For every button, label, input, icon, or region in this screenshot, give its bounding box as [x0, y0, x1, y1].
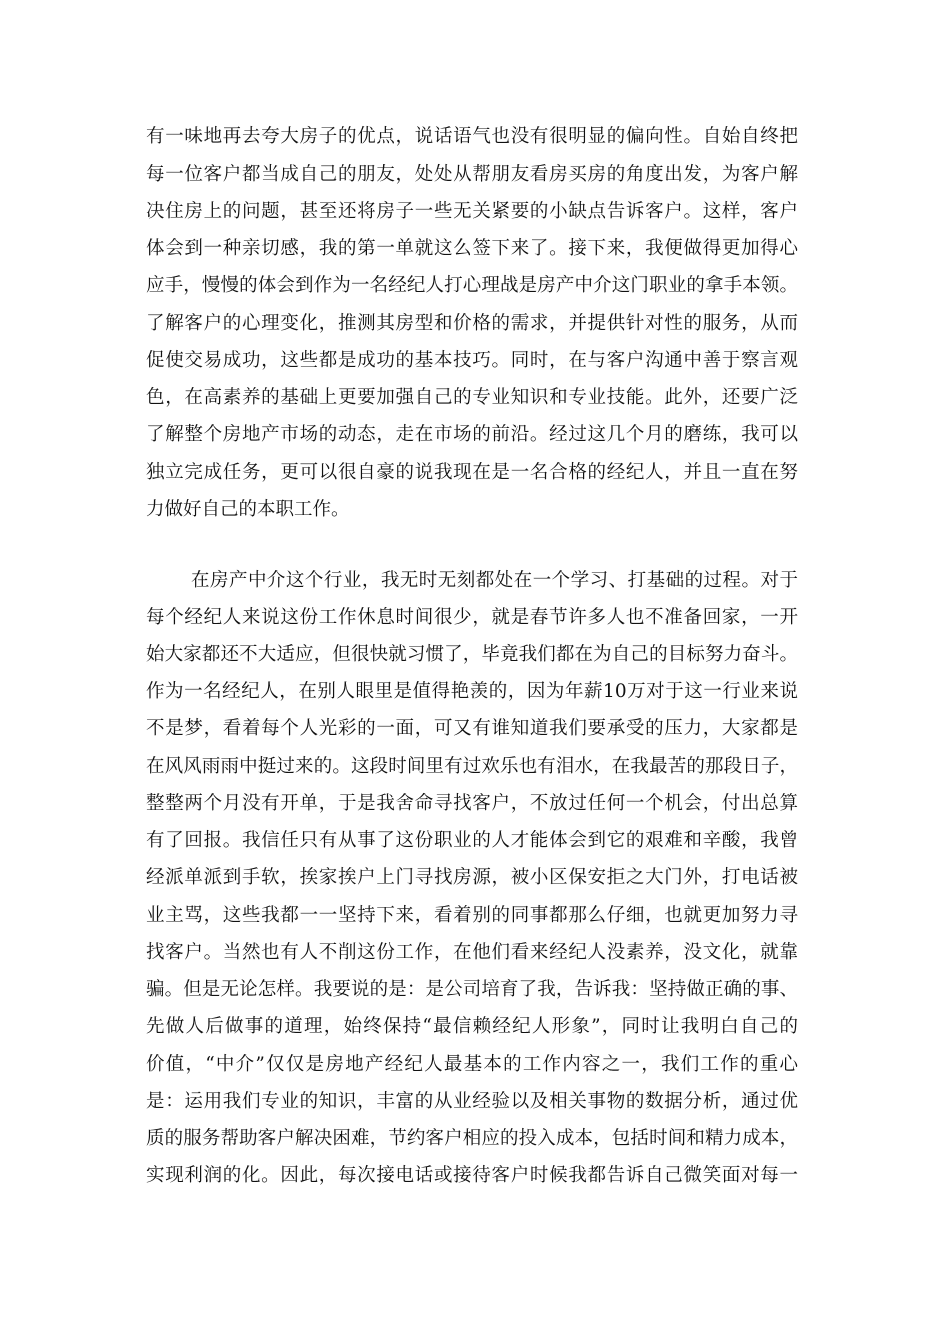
text-line: 不是梦，看着每个人光彩的一面，可又有谁知道我们要承受的压力，大家都是	[146, 718, 798, 739]
text-line: 整整两个月没有开单，于是我舍命寻找客户，不放过任何一个机会，付出总算	[146, 793, 798, 814]
text-line: 质的服务帮助客户解决困难，节约客户相应的投入成本，包括时间和精力成本，	[146, 1128, 798, 1149]
text-line: 在风风雨雨中挺过来的。这段时间里有过欢乐也有泪水，在我最苦的那段日子，	[146, 756, 798, 777]
text-line: 促使交易成功，这些都是成功的基本技巧。同时，在与客户沟通中善于察言观	[146, 350, 798, 371]
text-line: 在房产中介这个行业，我无时无刻都处在一个学习、打基础的过程。对于	[191, 570, 798, 591]
text-line: 作为一名经纪人，在别人眼里是值得艳羡的，因为年薪10万对于这一行业来说	[146, 681, 798, 702]
text-line: 找客户。当然也有人不削这份工作，在他们看来经纪人没素养，没文化，就靠	[146, 942, 798, 963]
text-line: 实现利润的化。因此，每次接电话或接待客户时候我都告诉自己微笑面对每一	[146, 1165, 798, 1186]
text-line: 力做好自己的本职工作。	[146, 499, 350, 520]
text-line: 色，在高素养的基础上更要加强自己的专业知识和专业技能。此外，还要广泛	[146, 387, 798, 408]
text-line: 先做人后做事的道理，始终保持“最信赖经纪人形象”，同时让我明白自己的	[146, 1016, 798, 1037]
text-line: 体会到一种亲切感，我的第一单就这么签下来了。接下来，我便做得更加得心	[146, 238, 798, 259]
text-line: 骗。但是无论怎样。我要说的是：是公司培育了我，告诉我：坚持做正确的事、	[146, 979, 798, 1000]
text-line: 经派单派到手软，挨家挨户上门寻找房源，被小区保安拒之大门外，打电话被	[146, 867, 798, 888]
text-line: 有一味地再去夸大房子的优点，说话语气也没有很明显的偏向性。自始自终把	[146, 126, 798, 147]
text-line: 是：运用我们专业的知识，丰富的从业经验以及相关事物的数据分析，通过优	[146, 1091, 798, 1112]
text-line: 了解客户的心理变化，推测其房型和价格的需求，并提供针对性的服务，从而	[146, 313, 798, 334]
text-line: 价值，“中介”仅仅是房地产经纪人最基本的工作内容之一，我们工作的重心	[146, 1054, 798, 1075]
text-line: 业主骂，这些我都一一坚持下来，看着别的同事都那么仔细，也就更加努力寻	[146, 905, 798, 926]
text-line: 决住房上的问题，甚至还将房子一些无关紧要的小缺点告诉客户。这样，客户	[146, 201, 798, 222]
text-line: 应手，慢慢的体会到作为一名经纪人打心理战是房产中介这门职业的拿手本领。	[146, 275, 798, 296]
text-line: 独立完成任务，更可以很自豪的说我现在是一名合格的经纪人，并且一直在努	[146, 462, 798, 483]
text-line: 每一位客户都当成自己的朋友，处处从帮朋友看房买房的角度出发，为客户解	[146, 164, 798, 185]
text-line: 了解整个房地产市场的动态，走在市场的前沿。经过这几个月的磨练，我可以	[146, 424, 798, 445]
text-line: 有了回报。我信任只有从事了这份职业的人才能体会到它的艰难和辛酸，我曾	[146, 830, 798, 851]
text-line: 每个经纪人来说这份工作休息时间很少，就是春节许多人也不准备回家，一开	[146, 607, 798, 628]
text-line: 始大家都还不大适应，但很快就习惯了，毕竟我们都在为自己的目标努力奋斗。	[146, 644, 798, 665]
